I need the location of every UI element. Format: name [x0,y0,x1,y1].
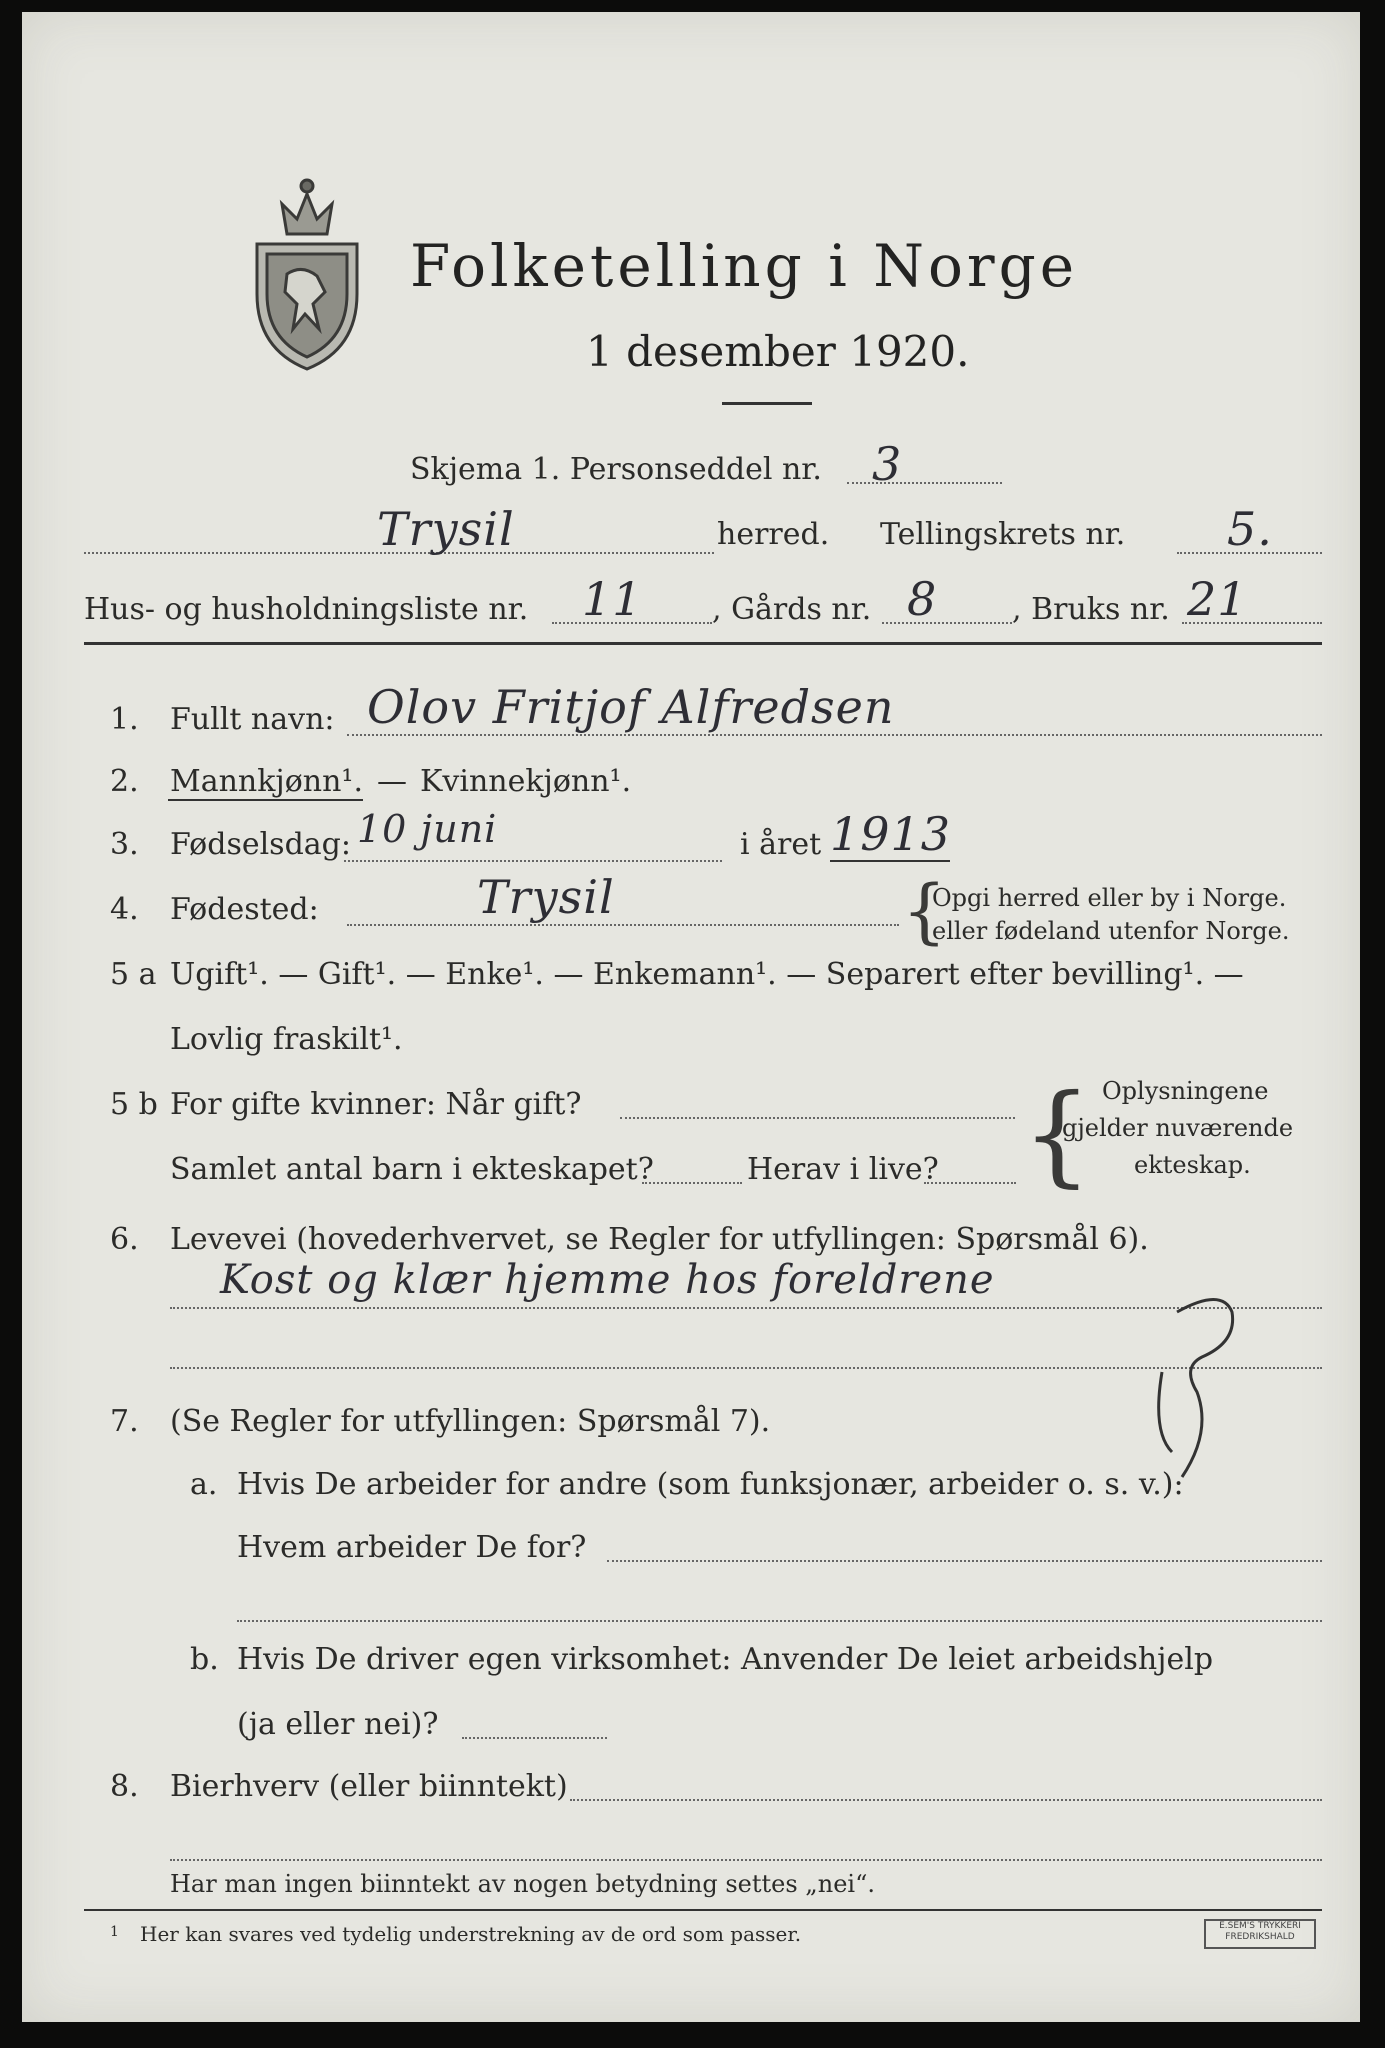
coat-of-arms-icon [247,164,367,374]
q8-label: Bierhverv (eller biinntekt) [170,1769,568,1804]
bruks-value: 21 [1187,572,1248,626]
footnote-mark: 1 [110,1924,119,1940]
footer-note: Har man ingen biinntekt av nogen betydning settes „nei“. [170,1870,875,1898]
herred-value: Trysil [377,502,515,556]
q2-male: Mannkjønn¹. [170,764,363,799]
q5a-line-1: Ugift¹. — Gift¹. — Enke¹. — Enkemann¹. — Separert efter bevilling¹. — [170,957,1244,992]
q2-female: Kvinnekjønn¹. [420,764,632,799]
title-divider [722,402,812,405]
q5b-note-2: gjelder nuværende [1062,1114,1294,1142]
q1-label: Fullt navn: [170,702,335,737]
census-form [22,12,1360,2022]
q3-year-label: i året [740,827,822,862]
q7a-letter: a. [190,1467,218,1502]
tellingskrets-label: Tellingskrets nr. [880,517,1126,552]
q7-number: 7. [110,1404,139,1439]
q1-full-name-value: Olov Fritjof Alfredsen [367,680,895,734]
q2-separator: — [377,764,407,799]
schema-value: 3 [872,437,903,491]
q5a-line-2: Lovlig fraskilt¹. [170,1022,403,1057]
q5b-number: 5 b [110,1087,158,1122]
footnote-text: Her kan svares ved tydelig understrekning av de ord som passer. [140,1922,802,1946]
q7a-line-1: Hvis De arbeider for andre (som funksjonær, arbeider o. s. v.): [237,1467,1184,1502]
q8-number: 8. [110,1769,139,1804]
printer-stamp: E.SEM'S TRYKKERI FREDRIKSHALD [1204,1919,1316,1949]
q7-label: (Se Regler for utfyllingen: Spørsmål 7). [170,1404,771,1439]
q5b-brace: { [1022,1070,1092,1198]
tellingskrets-value: 5. [1227,502,1273,556]
hus-value: 11 [582,572,643,626]
q7b-line-2: (ja eller nei)? [237,1707,439,1742]
q7b-line-1: Hvis De driver egen virksomhet: Anvender De leiet arbeidshjelp [237,1642,1214,1677]
q4-brace: { [902,870,947,952]
q3-birthday-value: 10 juni [357,807,498,851]
q5a-number: 5 a [110,957,157,992]
initials-mark-icon [1142,1282,1252,1482]
q6-number: 6. [110,1222,139,1257]
form-date: 1 desember 1920. [586,327,970,376]
q4-note-1: Opgi herred eller by i Norge. [932,884,1287,912]
q3-year-value: 1913 [830,807,952,861]
q3-label: Fødselsdag: [170,827,351,862]
q7b-letter: b. [190,1642,219,1677]
q5b-note-1: Oplysningene [1102,1077,1269,1105]
q4-number: 4. [110,892,139,927]
q2-male-underline [168,799,363,801]
q2-number: 2. [110,764,139,799]
q4-birthplace-value: Trysil [477,870,615,924]
q1-number: 1. [110,702,139,737]
q6-occupation-value: Kost og klær hjemme hos foreldrene [220,1257,995,1303]
q4-note-2: eller fødeland utenfor Norge. [932,917,1290,945]
q3-number: 3. [110,827,139,862]
form-title: Folketelling i Norge [410,232,1079,300]
gards-label: , Gårds nr. [712,592,872,627]
bruks-label: , Bruks nr. [1012,592,1170,627]
q5b-alive-label: Herav i live? [747,1152,939,1187]
footer-rule [84,1909,1322,1911]
q5b-children-label: Samlet antal barn i ekteskapet? [170,1152,654,1187]
q7a-line-2: Hvem arbeider De for? [237,1530,587,1565]
herred-label: herred. [717,517,830,552]
q6-label: Levevei (hovederhvervet, se Regler for utfyllingen: Spørsmål 6). [170,1222,1149,1257]
q4-label: Fødested: [170,892,319,927]
q5b-line-1: For gifte kvinner: Når gift? [170,1087,582,1122]
gards-value: 8 [907,572,938,626]
schema-label: Skjema 1. Personseddel nr. [410,452,822,487]
hus-label: Hus- og husholdningsliste nr. [84,592,529,627]
header-rule [84,642,1322,645]
q5b-note-3: ekteskap. [1134,1151,1251,1179]
